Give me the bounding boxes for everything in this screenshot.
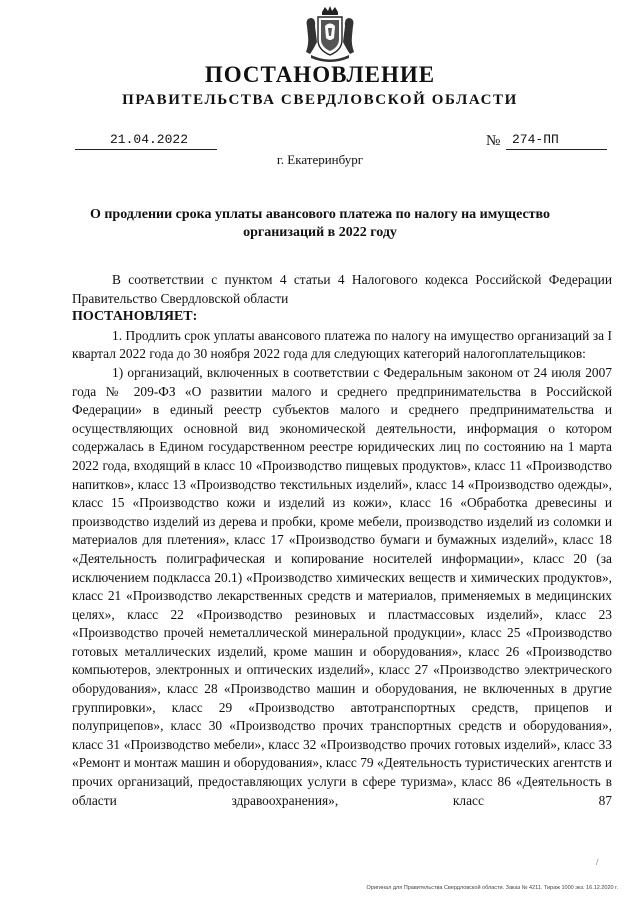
document-title: ПОСТАНОВЛЕНИЕ: [204, 62, 436, 87]
item-1-1-paragraph: 1) организаций, включенных в соответствии с Федеральным законом от 24 июля 2007 года № 209-ФЗ «О развитии малого и среднего предпринимательства в Российской Федерации» в единый реестр субъектов малого и среднего предпринимательства и осуществляющих основной вид экономической деятельности, информация о котором содержалась в Едином государственном реестре юридических лиц по состоянию на 1 марта 2022 года, входящий в класс 10 «Производство пищевых продуктов», класс 11 «Производство напитков», класс 13 «Производство текстильных изделий», класс 14 «Производство одежды», класс 15 «Производство кожи и изделий из кожи», класс 16 «Обработка древесины и производство изделий из дерева и пробки, кроме мебели, производство изделий из соломки и материалов для плетения», класс 17 «Производство бумаги и бумажных изделий», класс 18 «Деятельность полиграфическая и копирование носителей информации», класс 20 (за исключением подкласса 20.1) «Производство химических веществ и химических продуктов», класс 21 «Производство лекарственных средств и материалов, применяемых в медицинских целях», класс 22 «Производство резиновых и пластмассовых изделий», класс 23 «Производство прочей неметаллической минеральной продукции», класс 25 «Производство готовых металлических изделий, кроме машин и оборудования», класс 26 «Производство компьютеров, электронных и оптических изделий», класс 27 «Производство электрического оборудования», класс 28 «Производство машин и оборудования, не включенных в другие группировки», класс 29 «Производство автотранспортных средств, прицепов и полуприцепов», класс 30 «Производство прочих транспортных средств и оборудования», класс 31 «Производство мебели», класс 32 «Производство прочих готовых изделий», класс 33 «Ремонт и монтаж машин и оборудования», класс 79 «Деятельность туристических агентств и прочих организаций, предоставляющих услуги в сфере туризма», класс 86 «Деятельность в области здравоохранения», класс 87: [72, 364, 612, 808]
item-1-paragraph: 1. Продлить срок уплаты авансового платежа по налогу на имущество организаций за I квартал 2022 года до 30 ноября 2022 года для следующих категорий налогоплательщиков:: [72, 327, 612, 362]
page-mark: /: [596, 857, 599, 867]
number-underline: [506, 149, 607, 150]
document-body: [72, 271, 612, 810]
decree-word: ПОСТАНОВЛЯЕТ:: [72, 309, 198, 325]
document-number: 274-ПП: [512, 132, 559, 147]
document-date: 21.04.2022: [109, 132, 188, 147]
document-subtitle: ПРАВИТЕЛЬСТВА СВЕРДЛОВСКОЙ ОБЛАСТИ: [122, 92, 518, 108]
document-heading: О продлении срока уплаты авансового платежа по налогу на имущество организаций в 2022 году: [89, 207, 551, 240]
date-underline: [75, 149, 217, 150]
document-city: г. Екатеринбург: [276, 152, 364, 167]
print-stamp: Оригинал для Правительства Свердловской области. Заказ № 4211. Тираж 1000 экз. 16.12.2020 г.: [366, 885, 618, 891]
intro-paragraph: В соответствии с пунктом 4 статьи 4 Налогового кодекса Российской Федерации Правительство Свердловской области: [72, 272, 612, 306]
number-sign: №: [486, 133, 501, 149]
coat-of-arms-icon: [303, 6, 357, 62]
